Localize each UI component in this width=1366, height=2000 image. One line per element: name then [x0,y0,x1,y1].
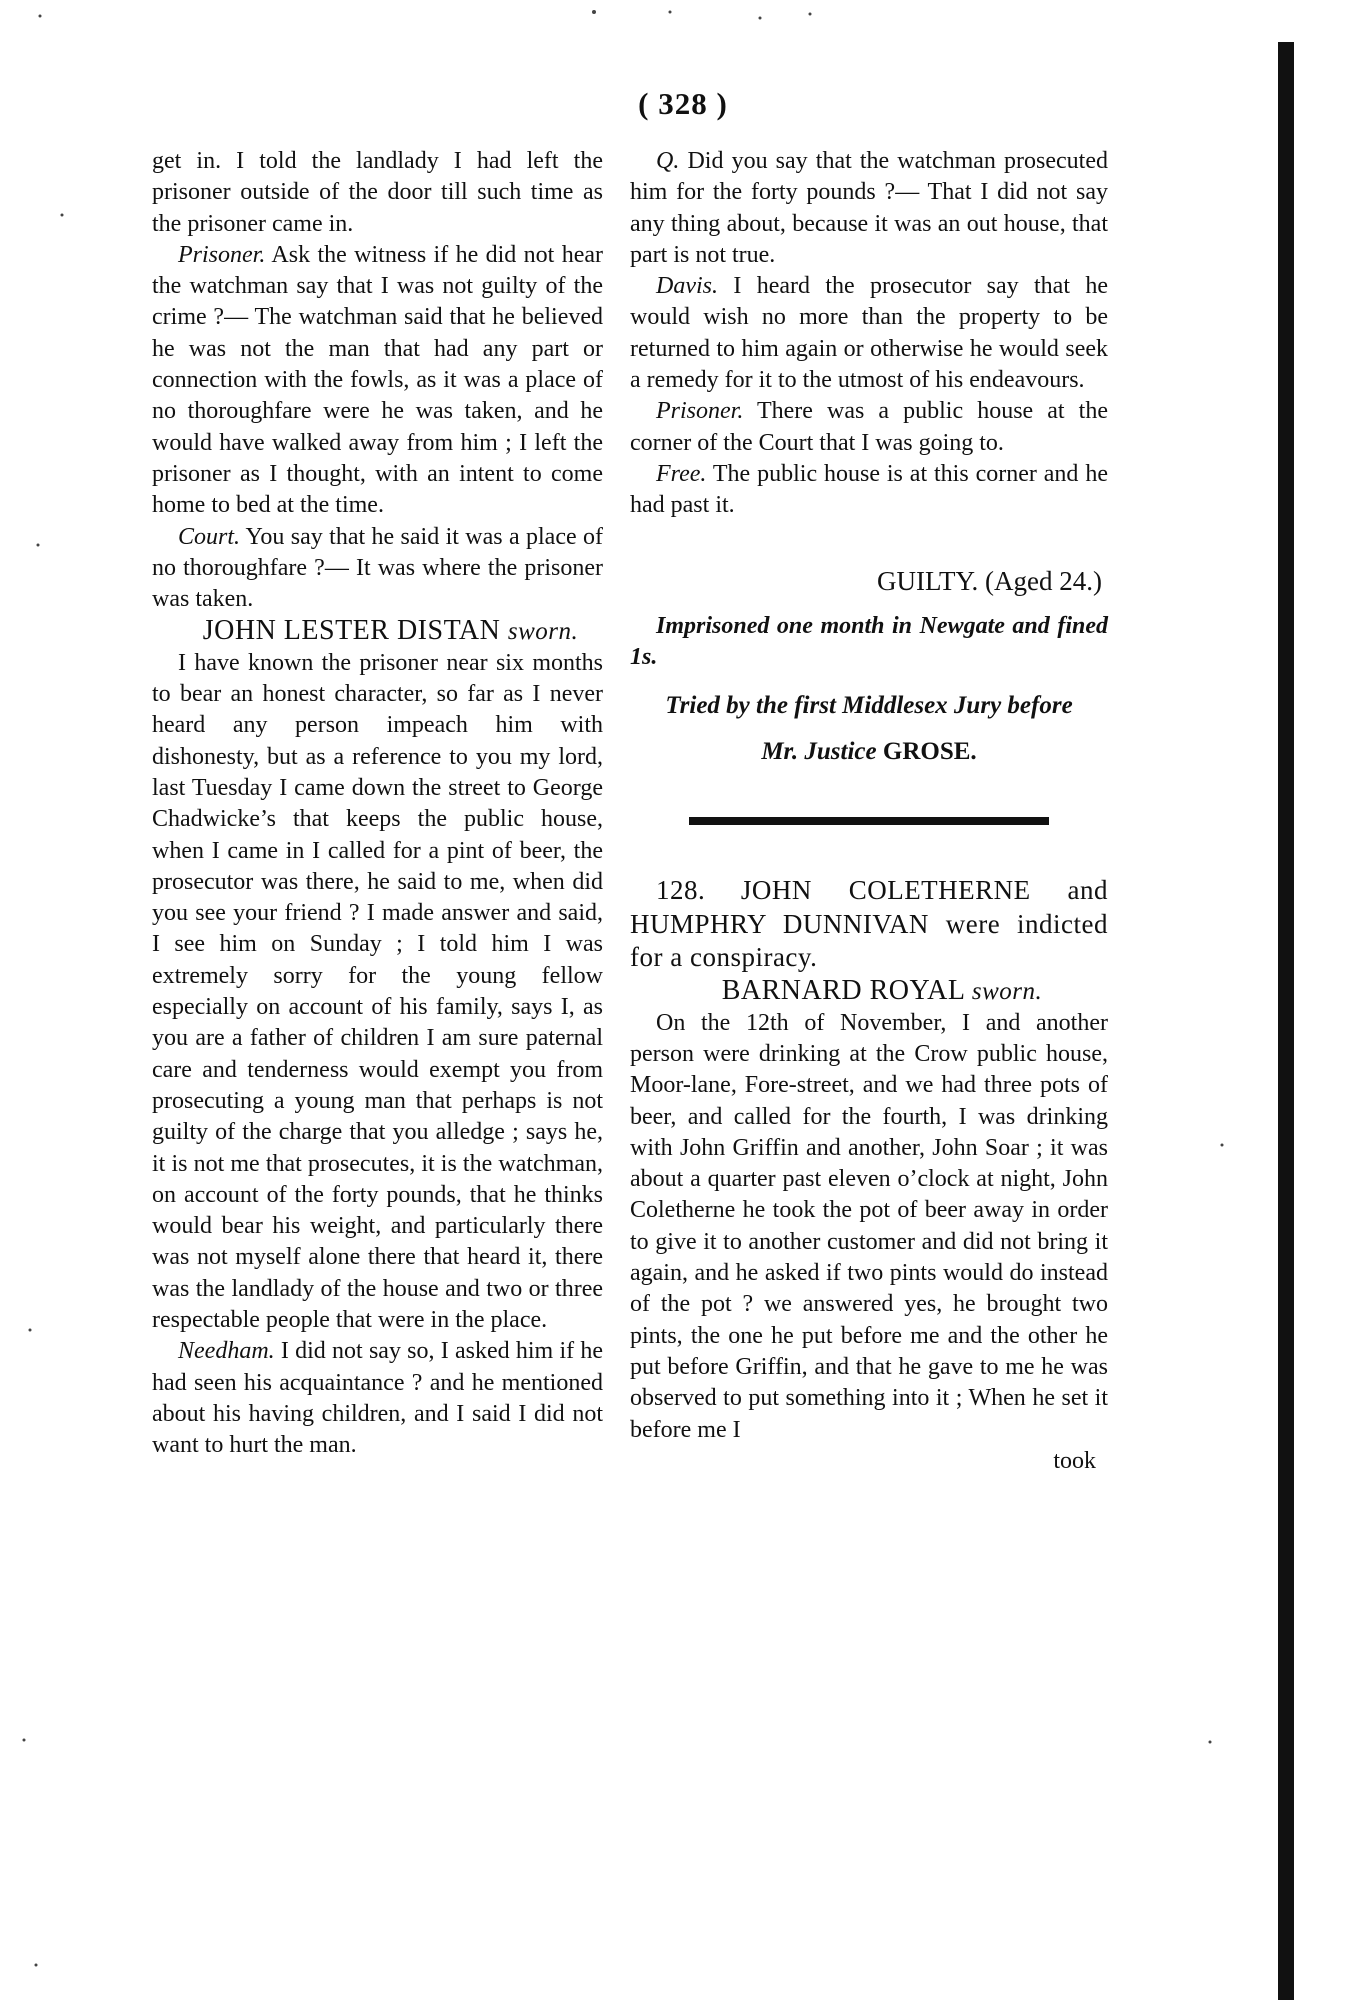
speck [1221,1144,1224,1147]
speck [37,544,40,547]
speaker-label: Davis. [656,273,718,300]
witness-heading [152,615,603,647]
paragraph [630,459,1108,522]
judge-name: GROSE. [882,738,977,766]
trial-note [630,683,1108,775]
paragraph [630,396,1108,459]
witness-name: JOHN LESTER DISTAN [202,615,501,647]
paragraph [630,271,1108,396]
paragraph-text: I heard the prosecutor say that he would wish no more than the property to be returned to him again or otherwise he would seek a remedy for it to the utmost of his endeavours. [630,273,1109,394]
page-number: ( 328 ) [638,86,728,121]
paragraph-text: I did not say so, I asked him if he had seen his acquaintance ? and he mentioned about his having children, and I said I did not want to hurt the man. [152,1338,604,1459]
paragraph-text: The public house is at this corner and he had past it. [630,460,1108,519]
witness-name: BARNARD ROYAL [721,975,965,1007]
speaker-label: Court. [178,523,241,550]
speck [669,11,672,14]
paragraph-text: You say that he said it was a place of no thoroughfare ?— It was where the prisoner was taken. [152,523,603,613]
catchword: took [1053,1447,1096,1474]
speck [809,13,812,16]
sentence: Imprisoned one month in Newgate and fined 1s. [630,612,1108,671]
paragraph-text: Did you say that the watchman prosecuted him for the forty pounds ?— That I did not say any thing about, because it was an out house, that part is not true. [630,148,1108,268]
case-text: JOHN COLETHERNE and HUMPHRY DUNNIVAN were indicted for a conspiracy. [630,875,1108,973]
trial-note-line: Tried by the first Middlesex Jury before [665,692,1073,720]
paragraph-text: There was a public house at the corner of the Court that I was going to. [630,398,1108,456]
paragraph: On the 12th of November, I and another person were drinking at the Crow public house, Moor-lane, Fore-street, and we had three pots of beer, and called for the fourth, I was drinking with John Griffin and another, John Soar ; it was about a quarter past eleven o’clock at night, John Coletherne he took the pot of beer away in order to give it to another customer and did not bring it again, and he asked if two pints would do instead of the pot ? we answered yes, he brought two pints, the one he put before me and the other he put before Griffin, and that he gave to me he was observed to put something into it ; When he set it before me I [630,1009,1108,1443]
case-number: 128. [656,875,706,906]
section-divider [689,817,1049,825]
paragraph-text: Ask the witness if he did not hear the watchman say that I was not guilty of the crime ?— The watchman said that he believed he was not the man that had any part or connection with the fowls, as it was a place of no thoroughfare were he was taken, and he would have walked away from him ; I left the prisoner as I thought, with an intent to come home to bed at the time. [152,241,603,519]
speck [35,1964,38,1967]
speck [39,15,42,18]
speck [759,17,762,20]
paragraph: get in. I told the landlady I had left the prisoner outside of the door till such time as the prisoner came in. [152,148,603,237]
trial-note-line [630,729,1108,775]
scan-margin-shadow [1278,42,1294,2000]
speaker-label: Needham. [178,1338,275,1365]
paragraph [630,146,1108,271]
speck [592,10,596,14]
judge-title: Mr. Justice [761,738,877,766]
right-column [630,146,1108,1477]
speaker-label: Prisoner. [178,241,266,268]
verdict: GUILTY. (Aged 24.) [877,565,1102,596]
left-column [152,146,603,1461]
sworn-label: sworn. [971,978,1043,1006]
case-heading [630,875,1108,975]
sworn-label: sworn. [507,618,579,646]
paragraph [152,522,603,616]
speck [1209,1741,1212,1744]
speck [23,1739,26,1742]
speck [29,1329,32,1332]
paragraph [152,240,603,522]
speaker-label: Q. [656,148,680,174]
paragraph: I have known the prisoner near six months to bear an honest character, so far as I never heard any person impeach him with dishonesty, but as a reference to you my lord, last Tuesday I came down the street to George Chadwicke’s that keeps the public house, when I came in I called for a pint of beer, the prosecutor was there, he said to me, when did you see your friend ? I made answer and said, I see him on Sunday ; I told him I was extremely sorry for the young fellow especially on account of his family, says I, as you are a father of children I am sure paternal care and tenderness would exempt you from prosecuting a young man that perhaps is not guilty of the charge that you alledge ; says he, it is not me that prosecutes, it is the watchman, on account of the forty pounds, that he thinks would bear his weight, and particularly there was not myself alone there that heard it, there was the landlady of the house and two or three respectable people that were in the place. [152,649,603,1333]
witness-heading [630,975,1108,1007]
speaker-label: Prisoner. [656,398,744,425]
speaker-label: Free. [656,460,707,487]
speck [61,214,64,217]
paragraph [152,1336,603,1461]
